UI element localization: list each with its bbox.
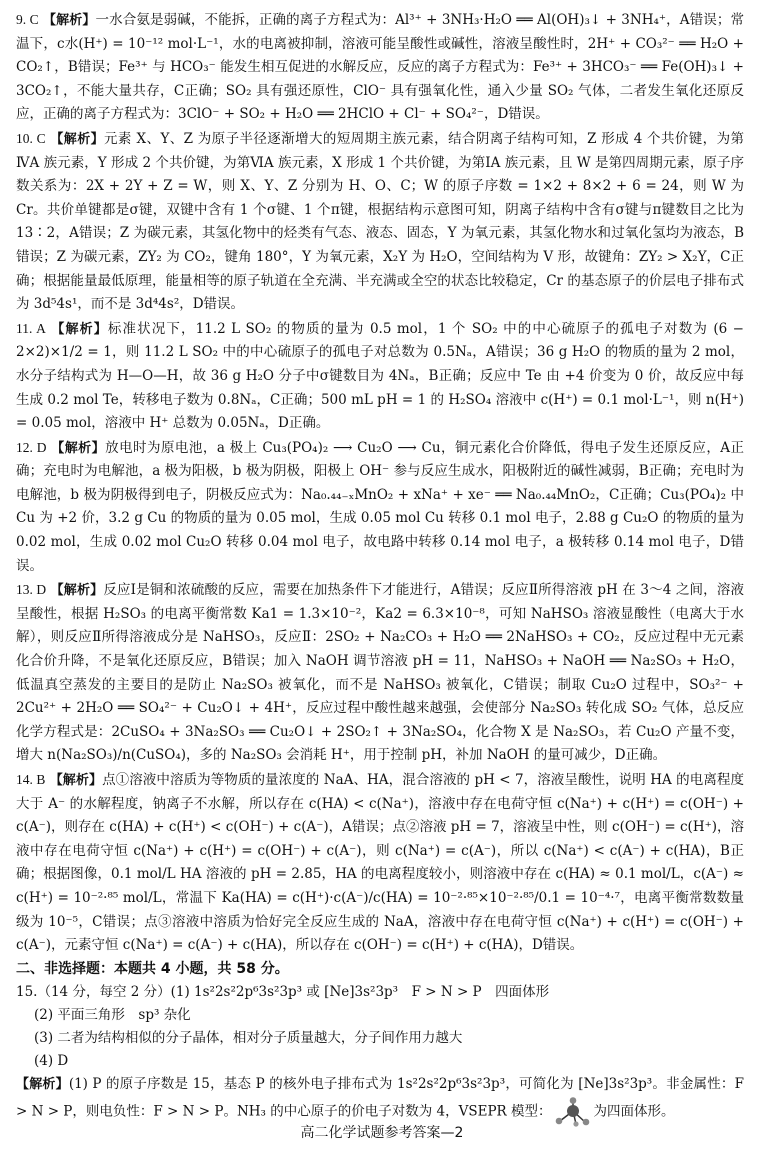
- q15-explanation: [16, 1073, 744, 1127]
- q9-number: 9. C: [16, 12, 39, 27]
- q11-analysis-tag: 【解析】: [51, 321, 108, 337]
- q15-answer-line-3: (3) 二者为结构相似的分子晶体，相对分子质量越大，分子间作用力越大: [34, 1030, 463, 1047]
- q15-explanation-text: (1) P 的原子序数是 15，基态 P 的核外电子排布式为 1s²2s²2p⁶3s²3p³，可简化为 [Ne]3s²3p³。非金属性：F > N > P，则电负性：F > N > P。NH₃ 的中心原子的价电子对数为 4，VSEPR 模型：: [16, 1076, 744, 1120]
- q15-answer-line-4: (4) D: [34, 1053, 69, 1070]
- answer-q13: [16, 578, 744, 768]
- answer-q12: [16, 436, 744, 579]
- q12-text: 放电时为原电池，a 极上 Cu₃(PO₄)₂ ⟶ Cu₂O ⟶ Cu，铜元素化合价降低，得电子发生还原反应，A正确；充电时为电解池，a 极为阳极，b 极为阴极，阳极上 OH⁻ 参与反应生成水，阳极附近的碱性减弱，B正确；充电时为电解池，b 极为阴极得到电子，阴极反应式为：Na₀.₄₄₋ₓMnO₂ + xNa⁺ + xe⁻ ══ Na₀.₄₄MnO₂，C正确；Cu₃(PO₄)₂ 中 Cu 为 +2 价，3.2 g Cu 的物质的量为 0.05 mol，生成 0.05 mol Cu 转移 0.1 mol 电子，2.88 g Cu₂O 的物质的量为 0.02 mol，生成 0.02 mol Cu₂O 转移 0.04 mol 电子，故电路中转移 0.14 mol 电子，a 极转移 0.14 mol 电子，D错误。: [16, 439, 744, 574]
- q11-number: 11. A: [16, 320, 46, 336]
- q13-analysis-tag: 【解析】: [50, 583, 104, 599]
- answer-q10: [16, 127, 744, 317]
- q15-answer-line-1: 15.（14 分，每空 2 分）(1) 1s²2s²2p⁶3s²3p³ 或 [Ne]3s²3p³ F > N > P 四面体形: [16, 983, 550, 1000]
- q14-number: 14. B: [16, 772, 46, 787]
- q13-text: 反应Ⅰ是铜和浓硫酸的反应，需要在加热条件下才能进行，A错误；反应Ⅱ所得溶液 pH 在 3～4 之间，溶液呈酸性，根据 H₂SO₃ 的电离平衡常数 Ka1 = 1.3×10⁻²，Ka2 = 6.3×10⁻⁸，可知 NaHSO₃ 溶液显酸性（电离大于水解），则反应Ⅱ所得溶液成分是 NaHSO₃，反应Ⅱ：2SO₂ + Na₂CO₃ + H₂O ══ 2NaHSO₃ + CO₂，反应过程中无元素化合价升降，不是氧化还原反应，B错误；加入 NaOH 调节溶液 pH = 11，NaHSO₃ + NaOH ══ Na₂SO₃ + H₂O，低温真空蒸发的主要目的是防止 Na₂SO₃ 被氧化，而不是 NaHSO₃ 被氧化，C错误；制取 Cu₂O 过程中，SO₃²⁻ + 2Cu²⁺ + 2H₂O ══ SO₄²⁻ + Cu₂O↓ + 4H⁺，反应过程中酸性越来越强，会使部分 Na₂SO₃ 转化成 SO₂ 气体，总反应化学方程式是：2CuSO₄ + 3Na₂SO₃ ══ Cu₂O↓ + 2SO₂↑ + 3Na₂SO₄，化合物 X 是 Na₂SO₃，若 Cu₂O 产量不变，增大 n(Na₂SO₃)/n(CuSO₄)，多的 Na₂SO₃ 会消耗 H⁺，用于控制 pH，补加 NaOH 的量可减少，D正确。: [16, 582, 744, 764]
- page-footer: 高二化学试题参考答案—2: [300, 1125, 464, 1141]
- section-2-heading: 二、非选择题：本题共 4 小题，共 58 分。: [16, 960, 289, 977]
- q12-number: 12. D: [16, 439, 47, 455]
- q15-answer-line-2: (2) 平面三角形 sp³ 杂化: [34, 1007, 191, 1024]
- q14-analysis-tag: 【解析】: [49, 773, 103, 788]
- q15-analysis-tag: 【解析】: [16, 1077, 69, 1093]
- q10-analysis-tag: 【解析】: [50, 131, 105, 147]
- answer-q14: [16, 768, 744, 958]
- q15-explanation-tail: 为四面体形。: [593, 1103, 675, 1120]
- answer-q11: [16, 317, 744, 436]
- q12-analysis-tag: 【解析】: [51, 440, 106, 456]
- q9-text: 一水合氨是弱碱，不能拆，正确的离子方程式为：Al³⁺ + 3NH₃·H₂O ══ Al(OH)₃↓ + 3NH₄⁺，A错误；常温下，c水(H⁺) = 10⁻¹² mol·L⁻¹，水的电离被抑制，溶液可能呈酸性或碱性，溶液呈酸性时，2H⁺ + CO₃²⁻ ══ H₂O + CO₂↑，B错误；Fe³⁺ 与 HCO₃⁻ 能发生相互促进的水解反应，反应的离子方程式为：Fe³⁺ + 3HCO₃⁻ ══ Fe(OH)₃↓ + 3CO₂↑，不能大量共存，C正确；SO₂ 具有强还原性，ClO⁻ 具有强氧化性，通入少量 SO₂ 气体，二者发生氧化还原反应，正确的离子方程式为：3ClO⁻ + SO₂ + H₂O ══ 2HClO + Cl⁻ + SO₄²⁻，D错误。: [16, 12, 744, 123]
- q9-analysis-tag: 【解析】: [43, 13, 96, 28]
- q14-text: 点①溶液中溶质为等物质的量浓度的 NaA、HA，混合溶液的 pH < 7，溶液呈酸性，说明 HA 的电离程度大于 A⁻ 的水解程度，钠离子不水解，所以存在 c(HA) < c(Na⁺)，溶液中存在电荷守恒 c(Na⁺) + c(H⁺) = c(OH⁻) + c(A⁻)，则存在 c(HA) + c(H⁺) < c(OH⁻) + c(A⁻)，A错误；点②溶液 pH = 7，溶液呈中性，则 c(OH⁻) = c(H⁺)，溶液中存在电荷守恒 c(Na⁺) + c(H⁺) = c(OH⁻) + c(A⁻)，则 c(Na⁺) = c(A⁻)，所以 c(Na⁺) < c(A⁻) + c(HA)，B正确；根据图像，0.1 mol/L HA 溶液的 pH = 2.85，HA 的电离程度较小，则溶液中存在 c(HA) ≈ 0.1 mol/L，c(A⁻) ≈ c(H⁺) = 10⁻²·⁸⁵ mol/L，常温下 Ka(HA) = c(H⁺)·c(A⁻)/c(HA) = 10⁻²·⁸⁵×10⁻²·⁸⁵/0.1 = 10⁻⁴·⁷，电离平衡常数数量级为 10⁻⁵，C错误；点③溶液中溶质为恰好完全反应生成的 NaA，溶液中存在电荷守恒 c(Na⁺) + c(H⁺) = c(OH⁻) + c(A⁻)，元素守恒 c(Na⁺) = c(A⁻) + c(HA)，所以存在 c(OH⁻) = c(H⁺) + c(HA)，D错误。: [16, 772, 744, 954]
- answer-q9: [16, 8, 744, 127]
- q10-number: 10. C: [16, 130, 46, 146]
- q13-number: 13. D: [16, 582, 47, 598]
- q11-text: 标准状况下，11.2 L SO₂ 的物质的量为 0.5 mol，1 个 SO₂ 中的中心硫原子的孤电子对数为 (6 − 2×2)×1/2 = 1，则 11.2 L SO₂ 中的中心硫原子的孤电子对总数为 0.5Nₐ，A错误；36 g H₂O 的物质的量为 2 mol，水分子结构式为 H—O—H，故 36 g H₂O 分子中σ键数目为 4Nₐ，B正确；反应中 Te 由 +4 价变为 0 价，故反应中每生成 0.2 mol Te，转移电子数为 0.8Nₐ，C正确；500 mL pH = 1 的 H₂SO₄ 溶液中 c(H⁺) = 0.1 mol·L⁻¹，则 n(H⁺) = 0.05 mol，溶液中 H⁺ 总数为 0.05Nₐ，D正确。: [16, 320, 744, 432]
- q10-text: 元素 X、Y、Z 为原子半径逐渐增大的短周期主族元素，结合阴离子结构可知，Z 形成 4 个共价键，为第ⅣA 族元素，Y 形成 2 个共价键，为第ⅥA 族元素，X 形成 1 个共价键，为第ⅠA 族元素，且 W 是第四周期元素，原子序数关系为：2X + 2Y + Z = W，则 X、Y、Z 分别为 H、O、C；W 的原子序数 = 1×2 + 8×2 + 6 = 24，则 W 为 Cr。共价单键都是σ键，双键中含有 1 个σ键、1 个π键，根据结构示意图可知，阴离子结构中含有σ键与π键数目之比为 13∶2，A错误；Z 为碳元素，其氢化物中的烃类有气态、液态、固态，Y 为氧元素，其氢化物水和过氧化氢均为液态，B错误；Z 为碳元素，ZY₂ 为 CO₂，键角 180°，Y 为氧元素，X₂Y 为 H₂O，空间结构为 V 形，故键角：ZY₂ > X₂Y，C正确；根据能量最低原理，能量相等的原子轨道在全充满、半充满或全空的状态比较稳定，Cr 的基态原子的价层电子排布式为 3d⁵4s¹，而不是 3d⁴4s²，D错误。: [16, 130, 744, 313]
